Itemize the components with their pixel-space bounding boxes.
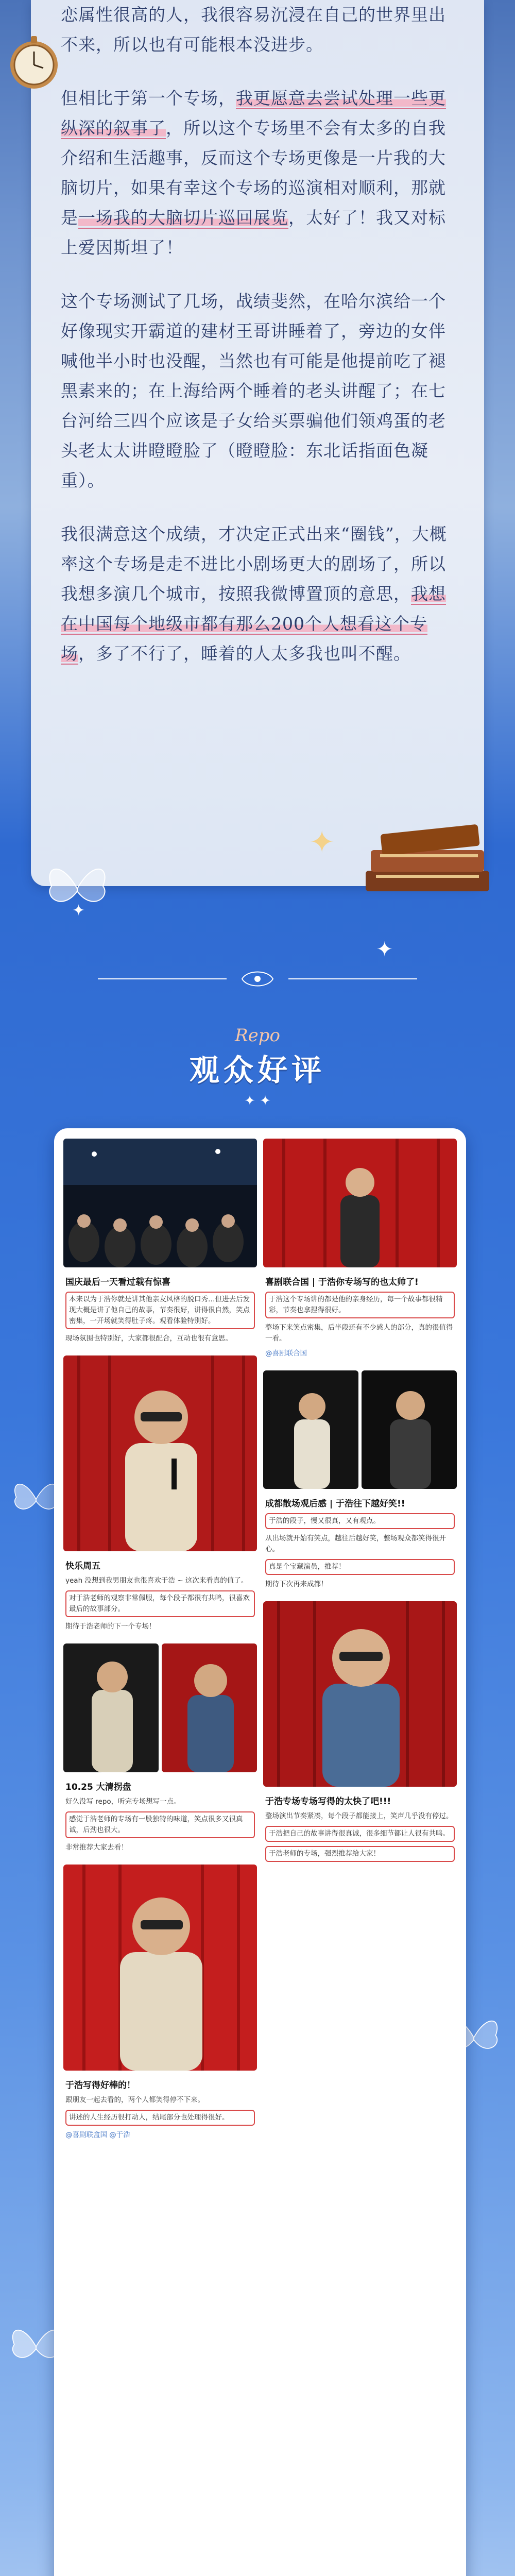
review-post-text: 跟朋友一起去看的，两个人都笑得停不下来。 bbox=[65, 2096, 204, 2104]
story-paragraph-3: 这个专场测试了几场，战绩斐然，在哈尔滨给一个好像现实开霸道的建材王哥讲睡着了，旁边的女伴喊他半小时也没醒，当然也有可能是他提前吃了褪黑素来的；在上海给两个睡着的老头讲醒了；在七台河给三四个应该是子女给买票骗他们领鸡蛋的老头老太太讲瞪瞪脸了（瞪瞪脸：东北话指面色凝重）。 bbox=[61, 291, 446, 490]
review-post-text: 期待下次再来成都！ bbox=[265, 1580, 328, 1588]
review-post-text: 于浩这个专场讲的都是他的亲身经历，每一个故事都很精彩，节奏也拿捏得很好。 bbox=[265, 1292, 455, 1318]
performer-photo bbox=[263, 1601, 457, 1787]
story-card bbox=[31, 0, 484, 886]
review-post-title: 国庆最后一天看过载有惊喜 bbox=[65, 1277, 170, 1287]
performer-photo bbox=[63, 1355, 257, 1551]
review-post-title: 快乐周五 bbox=[65, 1561, 100, 1571]
review-post-text: 整场演出节奏紧凑，每个段子都能接上，笑声几乎没有停过。 bbox=[265, 1812, 453, 1820]
performer-photo bbox=[63, 1643, 159, 1772]
review-post-text: 讲述的人生经历很打动人，结尾部分也处理得很好。 bbox=[65, 2110, 255, 2126]
review-post bbox=[63, 1267, 257, 1355]
sparkle-icon: ✦ bbox=[72, 902, 85, 920]
highlight-deeper-narrative: 我更愿意去尝试处理一些更纵深的叙事了 bbox=[61, 88, 446, 138]
review-post-title: 于浩写得好棒的！ bbox=[65, 2080, 135, 2091]
review-post-title: 成都散场观后感 | 于浩往下越好笑!! bbox=[265, 1499, 405, 1509]
review-post-text: 感觉于浩老师的专场有一股独特的味道，笑点很多又很真诚，后劲也很大。 bbox=[65, 1811, 255, 1838]
review-post-title: 于浩专场专场写得的太快了吧!!! bbox=[265, 1797, 391, 1807]
reviews-title: 观众好评 bbox=[189, 1053, 325, 1088]
review-post bbox=[263, 1489, 457, 1601]
review-post-text: yeah 没想到我男朋友也很喜欢于浩 ~ 这次来看真的值了。 bbox=[65, 1577, 248, 1585]
review-post-text: 于浩老师的专场，强烈推荐给大家！ bbox=[265, 1846, 455, 1862]
review-post-text: 于浩的段子，慢又很真，又有观点。 bbox=[265, 1513, 455, 1529]
review-post bbox=[263, 1787, 457, 1873]
review-post-text: 于浩把自己的故事讲得很真诚，很多细节都让人很有共鸣。 bbox=[265, 1826, 455, 1842]
review-post bbox=[63, 1551, 257, 1643]
highlight-brain-slice-tour: 一场我的大脑切片巡回展览 bbox=[78, 208, 288, 228]
story-paragraph-1: 恋属性很高的人，我很容易沉浸在自己的世界里出不来，所以也有可能根本没进步。 bbox=[61, 5, 446, 55]
performer-photo bbox=[63, 1865, 257, 2071]
review-post bbox=[263, 1267, 457, 1370]
ornament-divider bbox=[93, 969, 422, 989]
sparkle-icon: ✦ ✦ bbox=[244, 1093, 271, 1109]
performer-photo bbox=[362, 1370, 457, 1489]
story-paragraph-2: 但相比于第一个专场，我更愿意去尝试处理一些更纵深的叙事了，所以这个专场里不会有太多的自我介绍和生活趣事，反而这个专场更像是一片我的大脑切片，如果有幸这个专场的巡演相对顺利，那就是一场我的大脑切片巡回展览，太好了！我又对标上爱因斯坦了！ bbox=[61, 88, 446, 258]
highlight-200-people: 我想在中国每个地级市都有那么200个人想看这个专场 bbox=[61, 584, 446, 664]
review-post-tags: @喜剧联合国 bbox=[265, 1349, 307, 1358]
review-post-text: 从出场就开始有笑点，越往后越好笑，整场观众都笑得很开心。 bbox=[265, 1534, 446, 1553]
story-paragraph-4: 我很满意这个成绩，才决定正式出来“圈钱”，大概率这个专场是走不进比小剧场更大的剧场了，所以我想多演几个城市，按照我微博置顶的意思，我想在中国每个地级市都有那么200个人想看这个专场，多了不行了，睡着的人太多我也叫不醒。 bbox=[61, 524, 447, 664]
reviews-column-left bbox=[63, 1139, 257, 2152]
review-post-title: 10.25 大清拐盘 bbox=[65, 1782, 131, 1792]
review-post-text: 好久没写 repo，听完专场想写一点。 bbox=[65, 1798, 181, 1806]
photo-pair bbox=[63, 1643, 257, 1772]
review-post-text: 本来以为于浩你就是讲其他亲友风格的脱口秀…但进去后发现大概是讲了他自己的故事，节奏很好，讲得很自然，笑点密集，一开场就笑得肚子疼。观看体验特别好。 bbox=[65, 1292, 255, 1329]
books-icon bbox=[355, 814, 500, 907]
review-post-title: 喜剧联合国 | 于浩你专场写的也太帅了! bbox=[265, 1277, 419, 1287]
reviews-column-right bbox=[263, 1139, 457, 1873]
performer-photo bbox=[263, 1139, 457, 1267]
review-post-text: 现场氛围也特别好，大家都很配合，互动也很有意思。 bbox=[65, 1334, 232, 1343]
photo-pair bbox=[263, 1370, 457, 1489]
review-post-text: 期待于浩老师的下一个专场！ bbox=[65, 1622, 156, 1631]
butterfly-icon bbox=[41, 855, 113, 922]
review-post-tags: @喜剧联盒国 @于浩 bbox=[65, 2131, 130, 2139]
review-post-text: 非常推荐大家去看！ bbox=[65, 1843, 128, 1852]
performer-photo bbox=[162, 1643, 257, 1772]
pocket-watch-icon bbox=[3, 31, 65, 93]
review-post-text: 真是个宝藏演员，推荐！ bbox=[265, 1559, 455, 1575]
reviews-subtitle: Repo bbox=[235, 1025, 280, 1046]
review-post bbox=[63, 2071, 257, 2152]
sparkle-icon: ✦ bbox=[376, 938, 393, 961]
sparkle-icon: ✦ bbox=[309, 824, 335, 860]
reviews-heading bbox=[154, 1025, 360, 1109]
story-text bbox=[61, 0, 452, 692]
reviews-board bbox=[54, 1128, 466, 2576]
review-post-text: 整场下来笑点密集，后半段还有不少感人的部分，真的很值得一看。 bbox=[265, 1324, 453, 1343]
review-post-text: 对于浩老师的观察非常佩服，每个段子都很有共鸣，很喜欢最后的故事部分。 bbox=[65, 1590, 255, 1617]
performer-photo bbox=[263, 1370, 358, 1489]
audience-photo bbox=[63, 1139, 257, 1267]
review-post bbox=[63, 1772, 257, 1865]
